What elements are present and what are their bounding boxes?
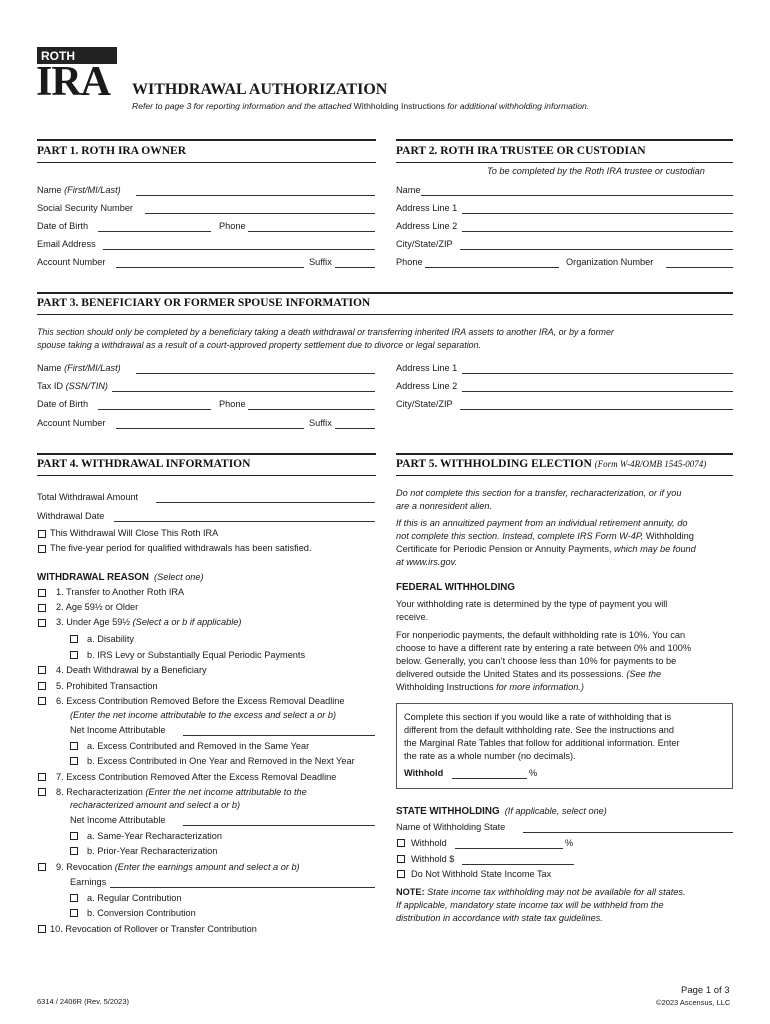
- page-number: Page 1 of 3: [681, 985, 730, 996]
- form-title: WITHDRAWAL AUTHORIZATION: [132, 81, 388, 98]
- bene-taxid-field[interactable]: [112, 391, 375, 392]
- reason-hint: (Select one): [154, 572, 204, 582]
- reason-6b-label: b. Excess Contributed in One Year and Removed in the Next Year: [87, 756, 355, 766]
- part1-heading: PART 1. ROTH IRA OWNER: [37, 145, 187, 157]
- reason-10-checkbox[interactable]: [38, 925, 46, 933]
- bene-city-label: City/State/ZIP: [396, 399, 453, 409]
- bene-taxid-text: Tax ID: [37, 381, 66, 391]
- federal-p1-line1: Your withholding rate is determined by the type of payment you will: [396, 599, 668, 609]
- trustee-city-field[interactable]: [460, 249, 733, 250]
- part5-note1-line1: Do not complete this section for a transfer, recharacterization, or if you: [396, 488, 682, 498]
- ira-logo: IRA: [36, 59, 111, 105]
- note2-cert-tail: which may be found: [611, 544, 696, 554]
- withdrawal-date-label: Withdrawal Date: [37, 511, 105, 521]
- part5-heading-hint: (Form W-4R/OMB 1545-0074): [594, 459, 707, 469]
- federal-p2-line5-tail: for more information.): [493, 682, 584, 692]
- reason-8-net-label: Net Income Attributable: [70, 815, 166, 825]
- federal-p1-line2: receive.: [396, 612, 429, 622]
- total-withdrawal-field[interactable]: [156, 502, 375, 503]
- reason-6-hint: (Enter the net income attributable to the excess and select a or b): [70, 710, 337, 720]
- trustee-phone-label: Phone: [396, 257, 423, 267]
- reason-title: WITHDRAWAL REASON: [37, 572, 149, 583]
- part5-note2-line1: If this is an annuitized payment from an individual retirement annuity, do: [396, 518, 688, 528]
- owner-account-label: Account Number: [37, 257, 106, 267]
- rate-box-line4: the rate as a whole number (no decimals).: [404, 751, 576, 761]
- reason-4-checkbox[interactable]: [38, 666, 46, 674]
- bene-name-hint: (First/MI/Last): [64, 363, 121, 373]
- reason-8-label: [56, 787, 307, 797]
- part3-intro-line1: This section should only be completed by a beneficiary taking a death withdrawal or transferring inherited IRA assets to another IRA, or by a former: [37, 327, 614, 337]
- bene-name-text: Name: [37, 363, 65, 373]
- reason-10-label: 10. Revocation of Rollover or Transfer Contribution: [50, 924, 257, 934]
- reason-9a-label: a. Regular Contribution: [87, 893, 182, 903]
- owner-suffix-field[interactable]: [335, 267, 375, 268]
- reason-9a-checkbox[interactable]: [70, 894, 78, 902]
- reason-8a-checkbox[interactable]: [70, 832, 78, 840]
- note2-text-c: Withholding: [643, 531, 694, 541]
- reason-3-hint: (Select a or b if applicable): [132, 617, 242, 627]
- reason-5-checkbox[interactable]: [38, 682, 46, 690]
- federal-p2-instructions: Withholding Instructions: [396, 682, 494, 692]
- roth-badge-text: ROTH: [41, 49, 75, 63]
- state-no-withhold-label: Do Not Withhold State Income Tax: [411, 869, 552, 879]
- federal-withhold-field[interactable]: [452, 778, 527, 779]
- bene-dob-field[interactable]: [98, 409, 211, 410]
- reason-8a-label: a. Same-Year Recharacterization: [87, 831, 222, 841]
- reason-9-hint: (Enter the earnings amount and select a or b): [114, 862, 300, 872]
- reason-9b-checkbox[interactable]: [70, 909, 78, 917]
- reason-3a-label: a. Disability: [87, 634, 134, 644]
- owner-name-text: Name: [37, 185, 65, 195]
- federal-p2-line4: [396, 669, 661, 679]
- part5-note1-line2: are a nonresident alien.: [396, 501, 493, 511]
- part1-top-rule: [37, 139, 376, 141]
- trustee-city-label: City/State/ZIP: [396, 239, 453, 249]
- reason-9-earnings-field[interactable]: [110, 887, 375, 888]
- reason-9-text: 9. Revocation: [56, 862, 115, 872]
- trustee-org-label: Organization Number: [566, 257, 654, 267]
- reason-8-net-field[interactable]: [183, 825, 375, 826]
- rate-box-line3: the Marginal Rate Tables that follow for additional information. Enter: [404, 738, 680, 748]
- federal-withholding-title: FEDERAL WITHHOLDING: [396, 582, 516, 593]
- state-name-label: Name of Withholding State: [396, 822, 506, 832]
- reason-2-label: 2. Age 59½ or Older: [56, 602, 139, 612]
- trustee-name-field[interactable]: [421, 195, 733, 196]
- part5-heading: [396, 458, 706, 470]
- form-subtitle: [132, 101, 589, 111]
- reason-3-label: [56, 617, 241, 627]
- bene-addr1-label: Address Line 1: [396, 363, 458, 373]
- subtitle-link: Withholding Instructions: [353, 101, 445, 111]
- state-withholding-heading: [396, 806, 607, 817]
- bene-taxid-label: [37, 381, 108, 391]
- note2-cert-title: Certificate for Periodic Pension or Annuity Payments,: [396, 544, 612, 554]
- owner-phone-label: Phone: [219, 221, 246, 231]
- part1-bottom-rule: [37, 162, 376, 163]
- state-name-field[interactable]: [523, 832, 733, 833]
- subtitle-part-a: Refer to page 3 for reporting information and the attached: [132, 101, 354, 111]
- part2-note: To be completed by the Roth IRA trustee or custodian: [487, 166, 705, 176]
- bene-addr2-label: Address Line 2: [396, 381, 458, 391]
- bene-account-field[interactable]: [116, 428, 304, 429]
- reason-3-checkbox[interactable]: [38, 619, 46, 627]
- bene-dob-label: Date of Birth: [37, 399, 89, 409]
- reason-6b-checkbox[interactable]: [70, 757, 78, 765]
- bene-account-label: Account Number: [37, 418, 106, 428]
- state-note-line1: [396, 887, 686, 897]
- federal-p2-line4-see: (See the: [626, 669, 662, 679]
- bene-name-label: [37, 363, 121, 373]
- part4-bottom-rule: [37, 475, 376, 476]
- part2-bottom-rule: [396, 162, 733, 163]
- close-ira-label: This Withdrawal Will Close This Roth IRA: [50, 528, 219, 538]
- bene-addr2-field[interactable]: [462, 391, 733, 392]
- owner-phone-field[interactable]: [248, 231, 375, 232]
- federal-p2-line4-text: delivered outside the United States and its possessions.: [396, 669, 627, 679]
- reason-8-text: 8. Recharacterization: [56, 787, 146, 797]
- reason-6-net-label: Net Income Attributable: [70, 725, 166, 735]
- reason-8-hint1: (Enter the net income attributable to the: [145, 787, 307, 797]
- reason-6a-checkbox[interactable]: [70, 742, 78, 750]
- part3-heading: PART 3. BENEFICIARY OR FORMER SPOUSE INFORMATION: [37, 297, 371, 309]
- state-withhold-amt-checkbox[interactable]: [397, 855, 405, 863]
- owner-dob-field[interactable]: [98, 231, 211, 232]
- reason-2-checkbox[interactable]: [38, 604, 46, 612]
- withdrawal-reason-heading: [37, 572, 204, 583]
- trustee-phone-field[interactable]: [425, 267, 559, 268]
- owner-name-field[interactable]: [136, 195, 375, 196]
- trustee-addr2-field[interactable]: [462, 231, 733, 232]
- state-withhold-amt-field[interactable]: [462, 864, 574, 865]
- copyright: ©2023 Ascensus, LLC: [656, 998, 731, 1007]
- part5-heading-text: PART 5. WITHHOLDING ELECTION: [396, 458, 592, 470]
- reason-8b-label: b. Prior-Year Recharacterization: [87, 846, 218, 856]
- bene-phone-label: Phone: [219, 399, 246, 409]
- rate-box-line1: Complete this section if you would like a rate of withholding that is: [404, 712, 672, 722]
- federal-p2-line2: choose to have a different rate by entering a rate between 0% and 100%: [396, 643, 692, 653]
- state-withhold-pct-sign: %: [565, 838, 574, 848]
- state-withhold-pct-label: Withhold: [411, 838, 447, 848]
- reason-7-checkbox[interactable]: [38, 773, 46, 781]
- owner-name-hint: (First/MI/Last): [64, 185, 121, 195]
- part4-heading: PART 4. WITHDRAWAL INFORMATION: [37, 458, 251, 470]
- owner-ssn-label: Social Security Number: [37, 203, 133, 213]
- reason-6-checkbox[interactable]: [38, 697, 46, 705]
- owner-suffix-label: Suffix: [309, 257, 332, 267]
- note2-text-a: not complete this section. Instead, complete IRS: [396, 531, 596, 541]
- reason-9-label: [56, 862, 300, 872]
- bene-addr1-field[interactable]: [462, 373, 733, 374]
- trustee-addr2-label: Address Line 2: [396, 221, 458, 231]
- state-note-line3: distribution in accordance with state tax guidelines.: [396, 913, 603, 923]
- part4-top-rule: [37, 453, 376, 455]
- reason-7-label: 7. Excess Contribution Removed After the Excess Removal Deadline: [56, 772, 337, 782]
- reason-9-checkbox[interactable]: [38, 863, 46, 871]
- owner-dob-label: Date of Birth: [37, 221, 89, 231]
- withdrawal-date-field[interactable]: [114, 521, 375, 522]
- part5-note2-line3: [396, 544, 696, 554]
- total-withdrawal-label: Total Withdrawal Amount: [37, 492, 139, 502]
- note2-form-link: Form W-4P,: [595, 531, 644, 541]
- bene-taxid-hint: (SSN/TIN): [65, 381, 108, 391]
- reason-6a-label: a. Excess Contributed and Removed in the Same Year: [87, 741, 310, 751]
- owner-email-label: Email Address: [37, 239, 96, 249]
- reason-6-net-field[interactable]: [183, 735, 375, 736]
- bene-suffix-field[interactable]: [335, 428, 375, 429]
- trustee-addr1-field[interactable]: [462, 213, 733, 214]
- bene-name-field[interactable]: [136, 373, 375, 374]
- part5-top-rule: [396, 453, 733, 455]
- state-withhold-pct-field[interactable]: [455, 848, 563, 849]
- bene-phone-field[interactable]: [248, 409, 375, 410]
- state-note-line2: If applicable, mandatory state income tax will be withheld from the: [396, 900, 664, 910]
- reason-4-label: 4. Death Withdrawal by a Beneficiary: [56, 665, 207, 675]
- reason-3-text: 3. Under Age 59½: [56, 617, 133, 627]
- reason-3a-checkbox[interactable]: [70, 635, 78, 643]
- five-year-label: The five-year period for qualified withdrawals has been satisfied.: [50, 543, 312, 553]
- owner-name-label: [37, 185, 121, 195]
- owner-email-field[interactable]: [103, 249, 375, 250]
- five-year-checkbox[interactable]: [38, 545, 46, 553]
- federal-withhold-label: Withhold: [404, 768, 444, 778]
- part3-intro-line2: spouse taking a withdrawal as a result of a court-approved property settlement due to divorce or legal separation.: [37, 340, 481, 350]
- part5-bottom-rule: [396, 475, 733, 476]
- state-no-withhold-checkbox[interactable]: [397, 870, 405, 878]
- trustee-addr1-label: Address Line 1: [396, 203, 458, 213]
- trustee-org-field[interactable]: [666, 267, 733, 268]
- reason-9b-label: b. Conversion Contribution: [87, 908, 196, 918]
- state-hint: (If applicable, select one): [504, 806, 607, 816]
- reason-3b-checkbox[interactable]: [70, 651, 78, 659]
- federal-p2-line3: below. Generally, you can’t choose less than 10% for payments to be: [396, 656, 677, 666]
- federal-p2-line1: For nonperiodic payments, the default withholding rate is 10%. You can: [396, 630, 686, 640]
- state-withhold-amt-label: Withhold $: [411, 854, 455, 864]
- reason-1-checkbox[interactable]: [38, 589, 46, 597]
- part2-top-rule: [396, 139, 733, 141]
- state-note-label: NOTE:: [396, 887, 425, 897]
- state-note-text: State income tax withholding may not be available for all states.: [424, 887, 686, 897]
- federal-withhold-pct: %: [529, 768, 538, 778]
- federal-p2-line5: [396, 682, 584, 692]
- bene-city-field[interactable]: [460, 409, 733, 410]
- part3-bottom-rule: [37, 314, 733, 315]
- owner-account-field[interactable]: [116, 267, 304, 268]
- reason-1-label: 1. Transfer to Another Roth IRA: [56, 587, 185, 597]
- part5-note2-line2: [396, 531, 694, 541]
- reason-8b-checkbox[interactable]: [70, 847, 78, 855]
- state-withhold-pct-checkbox[interactable]: [397, 839, 405, 847]
- part2-heading: PART 2. ROTH IRA TRUSTEE OR CUSTODIAN: [396, 145, 646, 157]
- bene-suffix-label: Suffix: [309, 418, 332, 428]
- close-ira-checkbox[interactable]: [38, 530, 46, 538]
- owner-ssn-field[interactable]: [145, 213, 375, 214]
- form-number: 6314 / 2406R (Rev. 5/2023): [37, 997, 130, 1006]
- reason-3b-label: b. IRS Levy or Substantially Equal Periodic Payments: [87, 650, 306, 660]
- part3-top-rule: [37, 292, 733, 294]
- reason-8-checkbox[interactable]: [38, 788, 46, 796]
- rate-box-line2: different from the default withholding rate. See the instructions and: [404, 725, 675, 735]
- reason-5-label: 5. Prohibited Transaction: [56, 681, 158, 691]
- reason-8-hint2: recharacterized amount and select a or b): [70, 800, 241, 810]
- part5-note2-line4: at www.irs.gov.: [396, 557, 458, 567]
- state-title: STATE WITHHOLDING: [396, 806, 500, 817]
- reason-9-earnings-label: Earnings: [70, 877, 107, 887]
- trustee-name-label: Name: [396, 185, 421, 195]
- subtitle-part-c: for additional withholding information.: [444, 101, 590, 111]
- reason-6-label: 6. Excess Contribution Removed Before the Excess Removal Deadline: [56, 696, 345, 706]
